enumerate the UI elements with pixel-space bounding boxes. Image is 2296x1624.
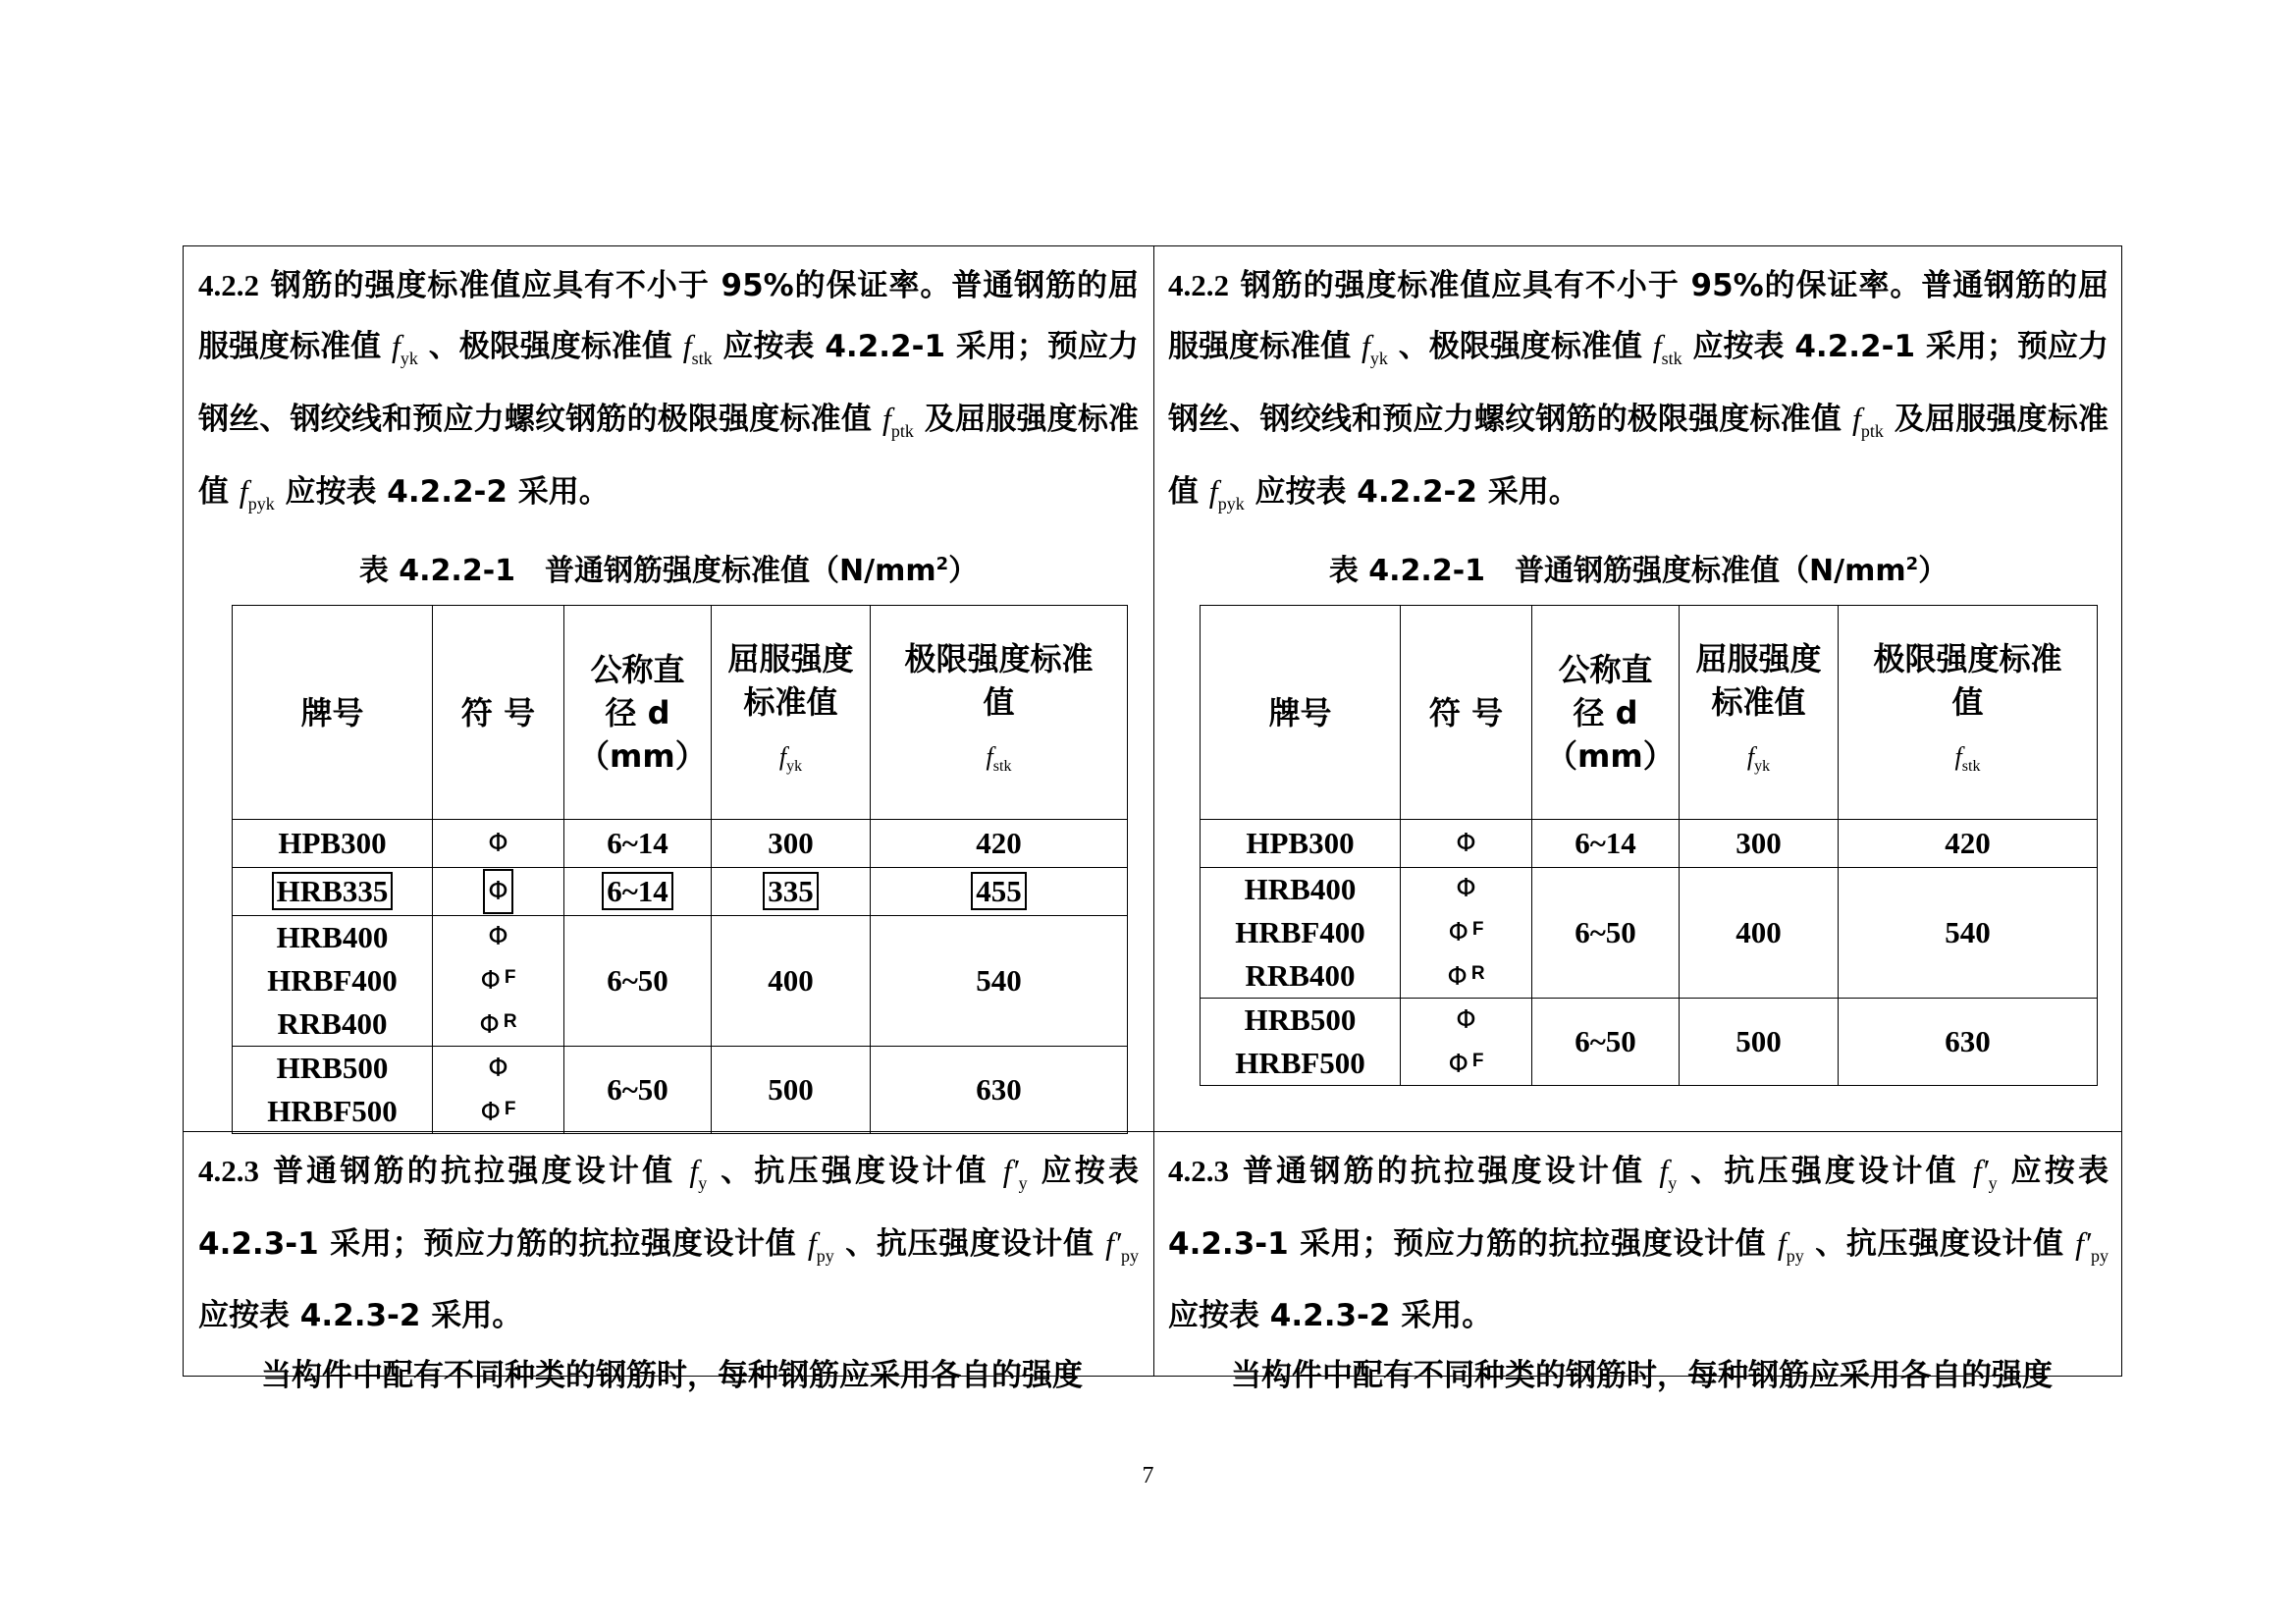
- symbol-cell: Φ: [433, 868, 564, 916]
- header-diameter: 公称直径 d（mm）: [1532, 606, 1680, 820]
- left-clause-423: [198, 1141, 1139, 1406]
- header-symbol: 符 号: [1401, 606, 1532, 820]
- ultimate-cell: 540: [1839, 868, 2098, 999]
- symbol-cell: Φ: [433, 820, 564, 868]
- diameter-cell: 6~50: [564, 1047, 712, 1134]
- yield-cell: 300: [1680, 820, 1839, 868]
- grade-cell: HRB400 HRBF400 RRB400: [233, 916, 433, 1047]
- table-row: [1201, 868, 2098, 999]
- yield-cell: 500: [1680, 999, 1839, 1086]
- right-clause-423: [1168, 1141, 2109, 1406]
- clause-423-paragraph: 4.2.3 普通钢筋的抗拉强度设计值 $f_y$ 、抗压强度设计值 $f'_y$ 应按表 4.2.3-1 采用；预应力筋的抗拉强度设计值 $f_{py}$ 、抗压强度设计值 $f'_{py}$ 应按表 4.2.3-2 采用。: [1168, 1153, 2109, 1333]
- header-ultimate: 极限强度标准值 $f_{stk}$: [1839, 606, 2098, 820]
- header-grade: 牌号: [1201, 606, 1401, 820]
- left-clause-422: [198, 255, 1139, 589]
- clause-423-paragraph: 4.2.3 普通钢筋的抗拉强度设计值 $f_y$ 、抗压强度设计值 $f'_y$ 应按表 4.2.3-1 采用；预应力筋的抗拉强度设计值 $f_{py}$ 、抗压强度设计值 $f'_{py}$ 应按表 4.2.3-2 采用。: [198, 1153, 1139, 1333]
- ultimate-cell: 630: [871, 1047, 1128, 1134]
- grade-cell: HRB500 HRBF500: [1201, 999, 1401, 1086]
- diameter-cell: 6~50: [1532, 999, 1680, 1086]
- table-row: [233, 916, 1128, 1047]
- diameter-cell: 6~14: [564, 868, 712, 916]
- grade-cell: HRB335: [233, 868, 433, 916]
- table-row: [233, 820, 1128, 868]
- header-symbol: 符 号: [433, 606, 564, 820]
- clause-423-paragraph-2: 当构件中配有不同种类的钢筋时，每种钢筋应采用各自的强度: [261, 1358, 1083, 1393]
- table-caption: 表 4.2.2-1 普通钢筋强度标准值$(N/mm^2)$: [1328, 554, 1949, 588]
- diameter-cell: 6~14: [564, 820, 712, 868]
- diameter-cell: 6~50: [1532, 868, 1680, 999]
- ultimate-cell: 540: [871, 916, 1128, 1047]
- clause-423-paragraph-2: 当构件中配有不同种类的钢筋时，每种钢筋应采用各自的强度: [1231, 1358, 2053, 1393]
- symbol-cell: Φ Φ $^F$ Φ $^R$: [433, 916, 564, 1047]
- grade-cell: HPB300: [233, 820, 433, 868]
- right-strength-table: [1200, 605, 2098, 1086]
- ultimate-cell: 630: [1839, 999, 2098, 1086]
- grade-cell: HRB500 HRBF500: [233, 1047, 433, 1134]
- ultimate-cell: 420: [1839, 820, 2098, 868]
- grade-cell: HRB400 HRBF400 RRB400: [1201, 868, 1401, 999]
- grade-cell: HPB300: [1201, 820, 1401, 868]
- column-divider: [1153, 245, 1154, 1377]
- yield-cell: 400: [712, 916, 871, 1047]
- header-yield: 屈服强度标准值 $f_{yk}$: [1680, 606, 1839, 820]
- table-row: [1201, 999, 2098, 1086]
- left-strength-table: [232, 605, 1128, 1134]
- header-grade: 牌号: [233, 606, 433, 820]
- header-ultimate: 极限强度标准值 $f_{stk}$: [871, 606, 1128, 820]
- symbol-cell: Φ: [1401, 820, 1532, 868]
- yield-cell: 335: [712, 868, 871, 916]
- symbol-cell: Φ Φ $^F$: [433, 1047, 564, 1134]
- clause-422-paragraph: 4.2.2 钢筋的强度标准值应具有不小于 95%的保证率。普通钢筋的屈服强度标准值 $f_{yk}$ 、极限强度标准值 $f_{stk}$ 应按表 4.2.2-1 采用；预应力钢丝、钢绞线和预应力螺纹钢筋的极限强度标准值 $f_{ptk}$ 及屈服强度标准值 $f_{pyk}$ 应按表 4.2.2-2 采用。: [198, 268, 1140, 514]
- page-number: 7: [1142, 1463, 1154, 1489]
- table-row: [233, 1047, 1128, 1134]
- yield-cell: 300: [712, 820, 871, 868]
- table-header-row: [233, 606, 1128, 820]
- clause-422-paragraph: 4.2.2 钢筋的强度标准值应具有不小于 95%的保证率。普通钢筋的屈服强度标准值 $f_{yk}$ 、极限强度标准值 $f_{stk}$ 应按表 4.2.2-1 采用；预应力钢丝、钢绞线和预应力螺纹钢筋的极限强度标准值 $f_{ptk}$ 及屈服强度标准值 $f_{pyk}$ 应按表 4.2.2-2 采用。: [1168, 268, 2109, 514]
- symbol-cell: Φ Φ $^F$ Φ $^R$: [1401, 868, 1532, 999]
- table-row-deleted: [233, 868, 1128, 916]
- yield-cell: 500: [712, 1047, 871, 1134]
- header-yield: 屈服强度标准值 $f_{yk}$: [712, 606, 871, 820]
- right-clause-422: [1168, 255, 2109, 589]
- table-header-row: [1201, 606, 2098, 820]
- header-diameter: 公称直径 d（mm）: [564, 606, 712, 820]
- ultimate-cell: 420: [871, 820, 1128, 868]
- diameter-cell: 6~14: [1532, 820, 1680, 868]
- ultimate-cell: 455: [871, 868, 1128, 916]
- table-caption: 表 4.2.2-1 普通钢筋强度标准值$(N/mm^2)$: [358, 554, 979, 588]
- yield-cell: 400: [1680, 868, 1839, 999]
- table-row: [1201, 820, 2098, 868]
- symbol-cell: Φ Φ $^F$: [1401, 999, 1532, 1086]
- diameter-cell: 6~50: [564, 916, 712, 1047]
